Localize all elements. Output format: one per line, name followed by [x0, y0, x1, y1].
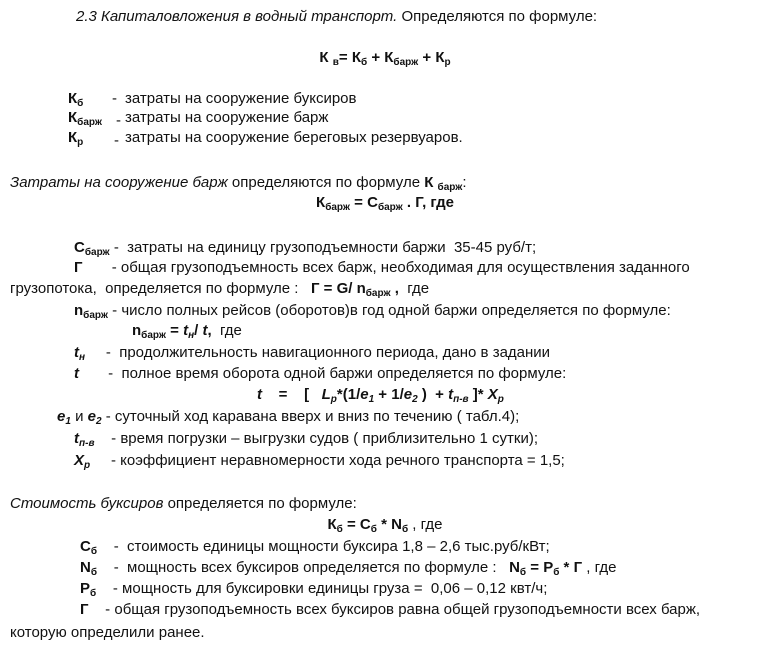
- barge-intro: Затраты на сооружение барж определяются по формуле К $_{барж}$:: [10, 174, 467, 193]
- tug-g-line-1: Г - общая грузоподъемность всех буксиров равна общей грузоподъемности всех барж,: [80, 601, 701, 618]
- tug-formula: $К_б = С_б * N_б$ , где: [327, 516, 443, 535]
- g-line-2: грузопотока, определяется по формуле : Г = G/ $n_{барж}$ , где: [10, 280, 430, 299]
- formula-main: К $_в= К_б + К_{барж} + К_р$: [319, 49, 451, 68]
- barge-formula: $К_{барж} = С_{барж}$ . Г, где: [316, 194, 454, 213]
- g-line-1: Г - общая грузоподъемность всех барж, необходимая для осуществления заданного: [74, 259, 690, 276]
- pb-line: $Р_б$ - мощность для буксировки единицы груза = 0,06 – 0,12 квт/ч;: [80, 580, 548, 599]
- section-heading: [76, 8, 597, 26]
- def-kr: $К_р$ - затраты на сооружение береговых резервуаров.: [68, 129, 463, 149]
- section-title-tail: Определяются по формуле:: [397, 8, 598, 25]
- def-kbarzh: $К_{барж}$ - затраты на сооружение барж: [68, 109, 329, 129]
- xp-line: $X_р$ - коэффициент неравномерности хода речного транспорта = 1,5;: [74, 452, 565, 471]
- tug-g-line-2: которую определили ранее.: [10, 624, 205, 641]
- tug-intro: Стоимость буксиров определяется по формуле:: [10, 495, 357, 512]
- n-line: $n_{барж}$ - число полных рейсов (оборотов)в год одной баржи определяется по формуле:: [74, 302, 671, 321]
- def-kb: $К_б$ - затраты на сооружение буксиров: [68, 90, 357, 109]
- e-line: $e_1$ и $e_2$ - суточный ход каравана вверх и вниз по течению ( табл.4);: [57, 408, 520, 427]
- t-line: t - полное время оборота одной баржи определяется по формуле:: [74, 365, 567, 382]
- tn-line: $t_н$ - продолжительность навигационного периода, дано в задании: [74, 344, 551, 363]
- c-barzh-line: $С_{барж}$ - затраты на единицу грузоподъемности баржи 35-45 руб/т;: [74, 239, 537, 258]
- n-formula: $n_{барж} = t_н/$ t, где: [132, 322, 242, 341]
- nb-line: $N_б$ - мощность всех буксиров определяется по формуле : $N_б = Р_б * Г$ , где: [80, 559, 617, 578]
- t-formula: t = [ $L_р*(1/e_1 + 1/e_2$ ) + $t_{п-в}$ ]* $X_р$: [257, 386, 504, 405]
- cb-line: $С_б$ - стоимость единицы мощности буксира 1,8 – 2,6 тыс.руб/кВт;: [80, 538, 550, 557]
- tpv-line: $t_{п-в}$ - время погрузки – выгрузки судов ( приблизительно 1 сутки);: [74, 430, 538, 449]
- section-title: 2.3 Капиталовложения в водный транспорт.: [76, 8, 398, 25]
